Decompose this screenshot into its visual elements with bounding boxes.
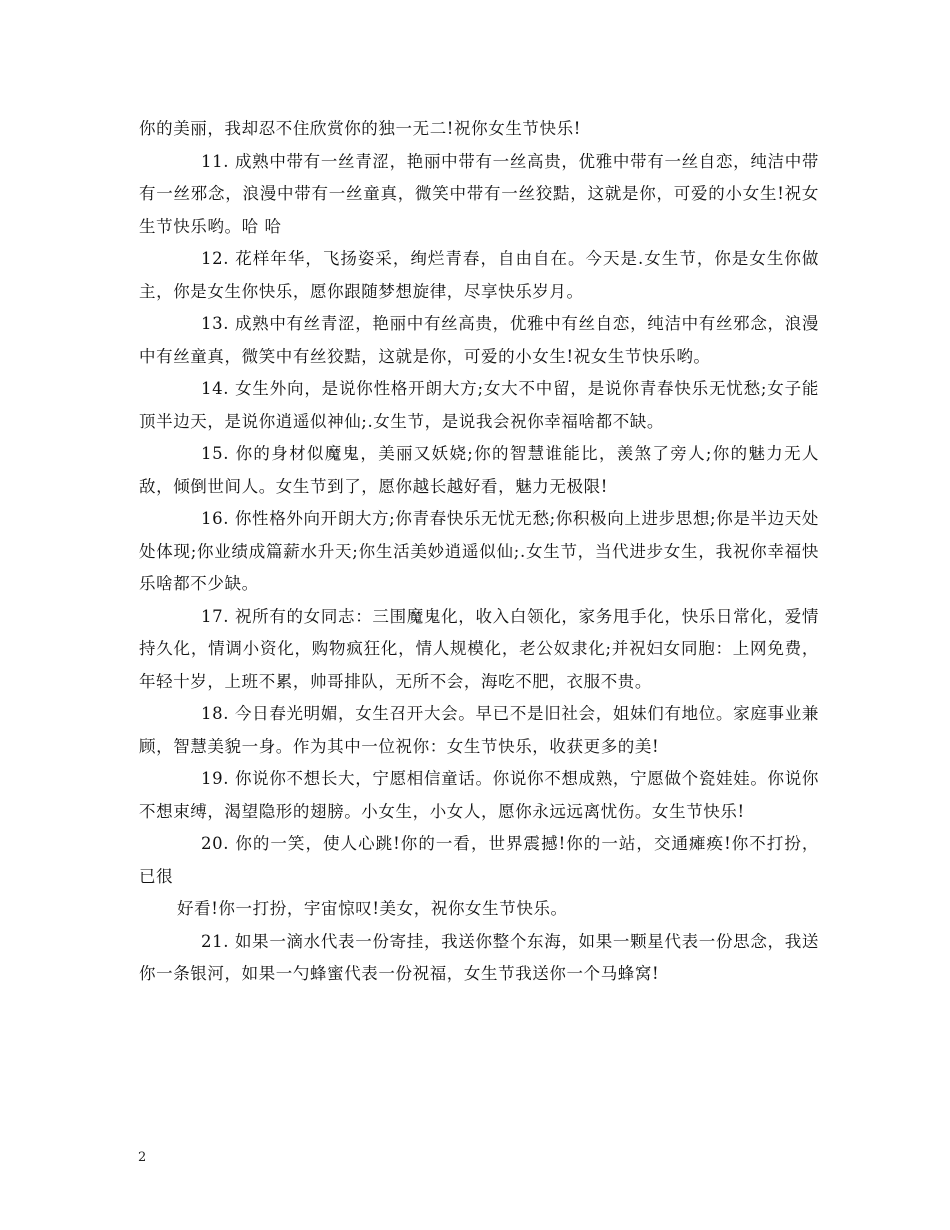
paragraph-item-21: 21. 如果一滴水代表一份寄挂，我送你整个东海，如果一颗星代表一份思念，我送你一条银河，如果一勺蜂蜜代表一份祝福，女生节我送你一个马蜂窝! bbox=[139, 931, 819, 983]
paragraph-item-12: 12. 花样年华，飞扬姿采，绚烂青春，自由自在。今天是.女生节，你是女生你做主，你是女生你快乐，愿你跟随梦想旋律，尽享快乐岁月。 bbox=[139, 249, 819, 301]
paragraph-item-14: 14. 女生外向，是说你性格开朗大方;女大不中留，是说你青春快乐无忧愁;女子能顶半边天，是说你逍遥似神仙;.女生节，是说我会祝你幸福啥都不缺。 bbox=[139, 379, 819, 431]
paragraph-item-18: 18. 今日春光明媚，女生召开大会。早已不是旧社会，姐妹们有地位。家庭事业兼顾，智慧美貌一身。作为其中一位祝你：女生节快乐，收获更多的美! bbox=[139, 704, 819, 756]
document-body bbox=[139, 113, 819, 991]
paragraph-item-20: 20. 你的一笑，使人心跳!你的一看，世界震撼!你的一站，交通瘫痪!你不打扮，已很 bbox=[139, 834, 819, 886]
paragraph-continuation: 你的美丽，我却忍不住欣赏你的独一无二!祝你女生节快乐! bbox=[139, 119, 581, 138]
page-number: 2 bbox=[138, 1150, 147, 1165]
paragraph-item-13: 13. 成熟中有丝青涩，艳丽中有丝高贵，优雅中有丝自恋，纯洁中有丝邪念，浪漫中有丝童真，微笑中有丝狡黠，这就是你，可爱的小女生!祝女生节快乐哟。 bbox=[139, 314, 819, 366]
paragraph-item-15: 15. 你的身材似魔鬼，美丽又妖娆;你的智慧谁能比，羡煞了旁人;你的魅力无人敌，倾倒世间人。女生节到了，愿你越长越好看，魅力无极限! bbox=[139, 444, 819, 496]
paragraph-item-20-continued: 好看!你一打扮，宇宙惊叹!美女，祝你女生节快乐。 bbox=[177, 899, 568, 918]
paragraph-item-16: 16. 你性格外向开朗大方;你青春快乐无忧无愁;你积极向上进步思想;你是半边天处处体现;你业绩成篇薪水升天;你生活美妙逍遥似仙;.女生节，当代进步女生，我祝你幸福快乐啥都不少缺。 bbox=[139, 509, 819, 593]
paragraph-item-17: 17. 祝所有的女同志：三围魔鬼化，收入白领化，家务甩手化，快乐日常化，爱情持久化，情调小资化，购物疯狂化，情人规模化，老公奴隶化;并祝妇女同胞：上网免费，年轻十岁，上班不累，帅哥排队，无所不会，海吃不肥，衣服不贵。 bbox=[139, 606, 819, 691]
paragraph-item-11: 11. 成熟中带有一丝青涩，艳丽中带有一丝高贵，优雅中带有一丝自恋，纯洁中带有一丝邪念，浪漫中带有一丝童真，微笑中带有一丝狡黠，这就是你，可爱的小女生!祝女生节快乐哟。哈 哈 bbox=[139, 151, 819, 236]
paragraph-item-19: 19. 你说你不想长大，宁愿相信童话。你说你不想成熟，宁愿做个瓷娃娃。你说你不想束缚，渴望隐形的翅膀。小女生，小女人，愿你永远远离忧伤。女生节快乐! bbox=[139, 769, 819, 821]
